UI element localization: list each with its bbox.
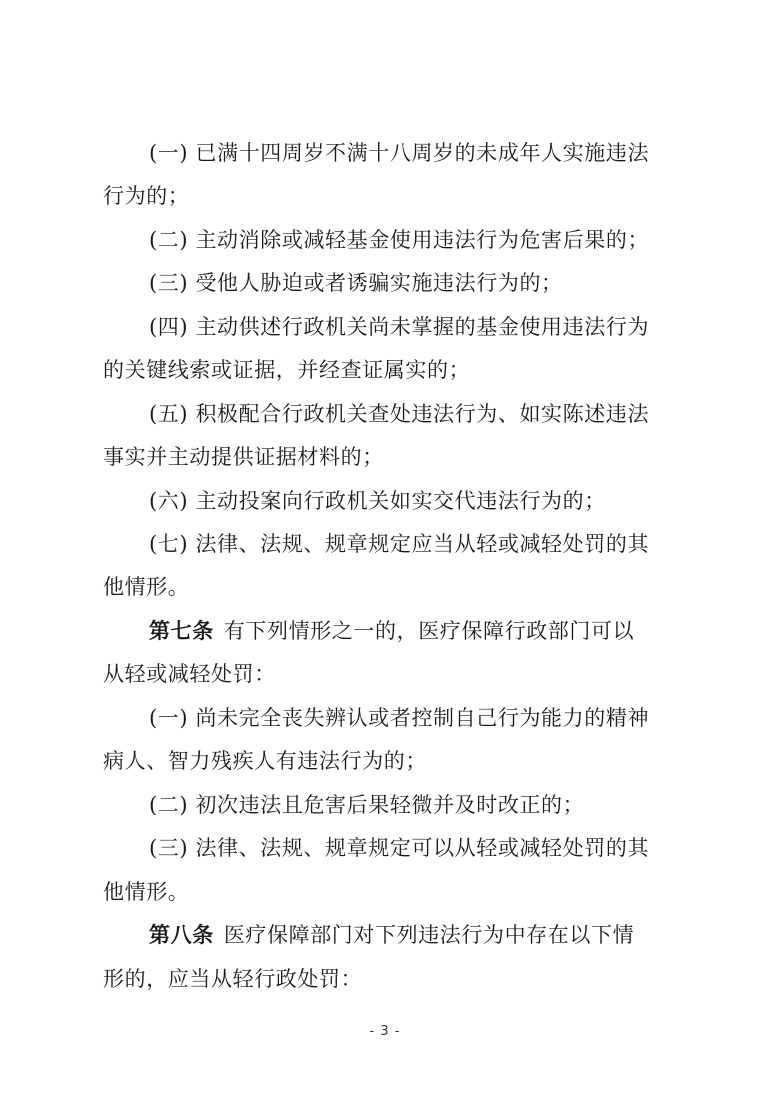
paragraph-line: (六) 主动投案向行政机关如实交代违法行为的； xyxy=(149,489,606,513)
article-7-label: 第七条 xyxy=(149,618,214,643)
article-8-label: 第八条 xyxy=(149,922,214,947)
paragraph-line: 的关键线索或证据，并经查证属实的； xyxy=(103,358,471,382)
paragraph-line: (一) 已满十四周岁不满十八周岁的未成年人实施违法 xyxy=(149,141,650,165)
paragraph-line: (三) 受他人胁迫或者诱骗实施违法行为的； xyxy=(149,271,563,295)
paragraph-line: 他情形。 xyxy=(103,880,190,904)
paragraph-line: 病人、智力残疾人有违法行为的； xyxy=(103,749,427,773)
paragraph-line: (五) 积极配合行政机关查处违法行为、如实陈述违法 xyxy=(149,402,650,426)
paragraph-line: 形的，应当从轻行政处罚： xyxy=(103,967,363,991)
paragraph-line: (二) 主动消除或减轻基金使用违法行为危害后果的； xyxy=(149,228,650,252)
paragraph-text: 医疗保障部门对下列违法行为中存在以下情 xyxy=(223,923,635,947)
article-7-line xyxy=(149,616,634,646)
paragraph-line: (七) 法律、法规、规章规定应当从轻或减轻处罚的其 xyxy=(149,532,650,556)
paragraph-line: 他情形。 xyxy=(103,575,190,599)
paragraph-line: (一) 尚未完全丧失辨认或者控制自己行为能力的精神 xyxy=(149,706,650,730)
article-8-line xyxy=(149,920,634,950)
page-number: - 3 - xyxy=(369,1024,401,1039)
paragraph-line: 从轻或减轻处罚： xyxy=(103,662,276,686)
paragraph-line: 行为的； xyxy=(103,184,190,208)
paragraph-line: (四) 主动供述行政机关尚未掌握的基金使用违法行为 xyxy=(149,315,650,339)
paragraph-text: 有下列情形之一的，医疗保障行政部门可以 xyxy=(223,619,635,643)
paragraph-line: (二) 初次违法且危害后果轻微并及时改正的； xyxy=(149,793,585,817)
paragraph-line: (三) 法律、法规、规章规定可以从轻或减轻处罚的其 xyxy=(149,836,650,860)
paragraph-line: 事实并主动提供证据材料的； xyxy=(103,445,384,469)
